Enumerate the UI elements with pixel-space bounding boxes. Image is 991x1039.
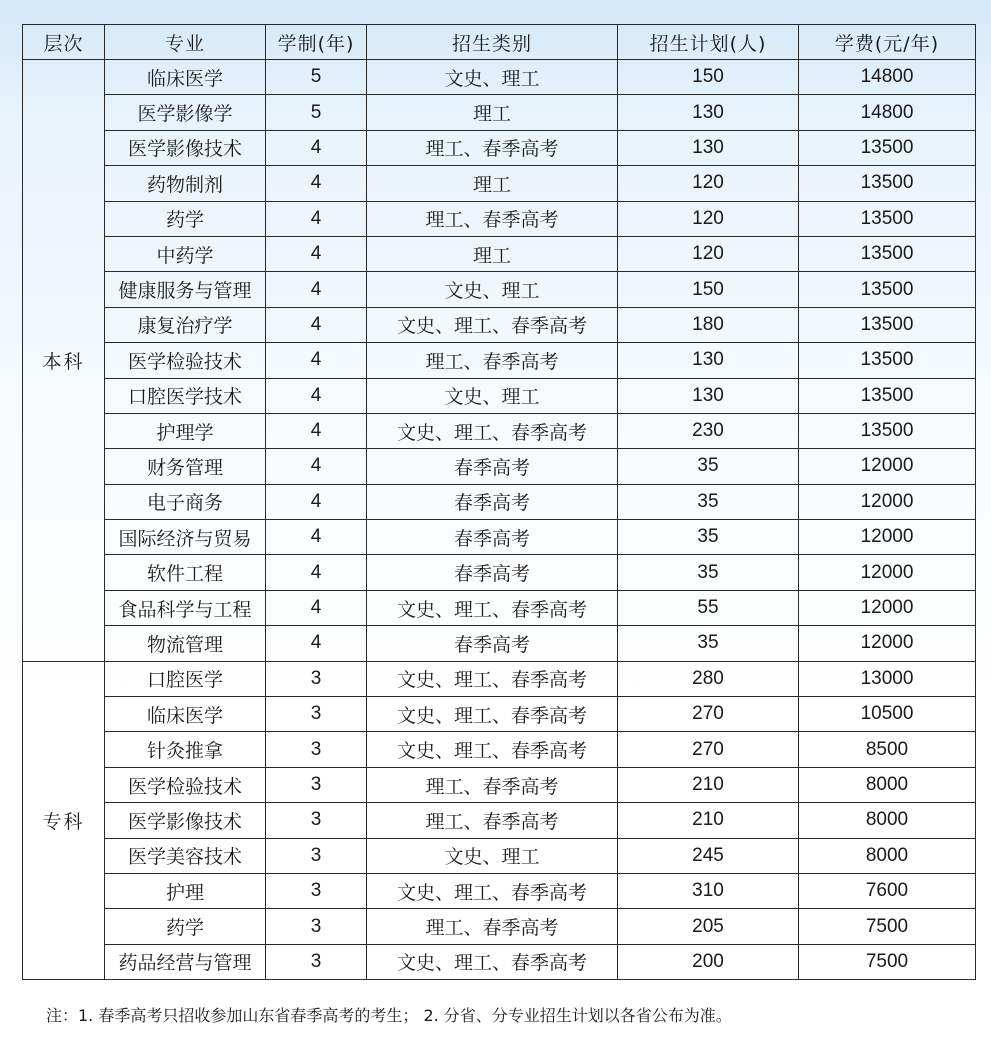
years-cell: 4 [266,555,367,590]
plan-cell: 55 [618,590,799,625]
fee-cell: 13500 [799,378,976,413]
years-cell: 3 [266,873,367,908]
table-header-row [23,25,976,60]
years-cell: 4 [266,449,367,484]
major-cell: 临床医学 [105,697,266,732]
table-row [23,803,976,838]
major-cell: 食品科学与工程 [105,590,266,625]
table-row [23,130,976,165]
enrollment-table-container [22,24,975,980]
fee-cell: 13500 [799,413,976,448]
years-cell: 3 [266,944,367,979]
years-cell: 3 [266,767,367,802]
table-row [23,555,976,590]
years-cell: 4 [266,272,367,307]
years-cell: 4 [266,378,367,413]
table-row [23,95,976,130]
table-row [23,413,976,448]
major-cell: 医学检验技术 [105,767,266,802]
major-cell: 康复治疗学 [105,307,266,342]
years-cell: 4 [266,626,367,661]
header-plan: 招生计划(人) [618,25,799,60]
years-cell: 3 [266,838,367,873]
plan-cell: 35 [618,626,799,661]
plan-cell: 130 [618,378,799,413]
years-cell: 4 [266,343,367,378]
category-cell: 春季高考 [367,626,618,661]
table-row [23,944,976,979]
years-cell: 4 [266,236,367,271]
table-body [23,60,976,980]
major-cell: 口腔医学 [105,661,266,696]
years-cell: 5 [266,60,367,95]
header-fee: 学费(元/年) [799,25,976,60]
plan-cell: 130 [618,343,799,378]
fee-cell: 8500 [799,732,976,767]
fee-cell: 13500 [799,130,976,165]
table-row [23,307,976,342]
category-cell: 理工、春季高考 [367,767,618,802]
plan-cell: 245 [618,838,799,873]
major-cell: 国际经济与贸易 [105,520,266,555]
plan-cell: 130 [618,95,799,130]
category-cell: 文史、理工、春季高考 [367,732,618,767]
level-cell: 本科 [23,60,105,662]
fee-cell: 7500 [799,909,976,944]
category-cell: 文史、理工 [367,60,618,95]
plan-cell: 35 [618,520,799,555]
category-cell: 理工 [367,95,618,130]
major-cell: 针灸推拿 [105,732,266,767]
category-cell: 理工 [367,236,618,271]
plan-cell: 35 [618,555,799,590]
fee-cell: 8000 [799,838,976,873]
category-cell: 文史、理工 [367,272,618,307]
plan-cell: 230 [618,413,799,448]
category-cell: 理工、春季高考 [367,130,618,165]
major-cell: 护理 [105,873,266,908]
category-cell: 文史、理工、春季高考 [367,590,618,625]
category-cell: 文史、理工、春季高考 [367,661,618,696]
header-years: 学制(年) [266,25,367,60]
years-cell: 4 [266,201,367,236]
major-cell: 口腔医学技术 [105,378,266,413]
years-cell: 4 [266,307,367,342]
years-cell: 3 [266,697,367,732]
table-row [23,661,976,696]
major-cell: 财务管理 [105,449,266,484]
years-cell: 3 [266,661,367,696]
category-cell: 文史、理工、春季高考 [367,307,618,342]
header-major: 专业 [105,25,266,60]
plan-cell: 200 [618,944,799,979]
table-row [23,236,976,271]
fee-cell: 13500 [799,236,976,271]
header-category: 招生类别 [367,25,618,60]
fee-cell: 12000 [799,449,976,484]
category-cell: 理工、春季高考 [367,201,618,236]
years-cell: 3 [266,909,367,944]
plan-cell: 270 [618,732,799,767]
plan-cell: 120 [618,236,799,271]
plan-cell: 205 [618,909,799,944]
header-level: 层次 [23,25,105,60]
fee-cell: 13500 [799,201,976,236]
table-row [23,732,976,767]
plan-cell: 270 [618,697,799,732]
category-cell: 文史、理工 [367,838,618,873]
category-cell: 理工、春季高考 [367,803,618,838]
years-cell: 4 [266,130,367,165]
plan-cell: 280 [618,661,799,696]
fee-cell: 12000 [799,484,976,519]
years-cell: 5 [266,95,367,130]
fee-cell: 8000 [799,767,976,802]
plan-cell: 120 [618,166,799,201]
level-cell: 专科 [23,661,105,980]
major-cell: 临床医学 [105,60,266,95]
major-cell: 医学检验技术 [105,343,266,378]
plan-cell: 120 [618,201,799,236]
table-row [23,838,976,873]
table-row [23,520,976,555]
fee-cell: 12000 [799,520,976,555]
fee-cell: 12000 [799,626,976,661]
category-cell: 文史、理工、春季高考 [367,944,618,979]
major-cell: 医学影像技术 [105,130,266,165]
major-cell: 护理学 [105,413,266,448]
table-row [23,343,976,378]
category-cell: 春季高考 [367,484,618,519]
plan-cell: 310 [618,873,799,908]
plan-cell: 130 [618,130,799,165]
fee-cell: 8000 [799,803,976,838]
category-cell: 春季高考 [367,520,618,555]
plan-cell: 210 [618,803,799,838]
fee-cell: 10500 [799,697,976,732]
major-cell: 软件工程 [105,555,266,590]
years-cell: 3 [266,732,367,767]
table-row [23,767,976,802]
table-row [23,484,976,519]
major-cell: 药学 [105,201,266,236]
plan-cell: 35 [618,449,799,484]
years-cell: 3 [266,803,367,838]
fee-cell: 13500 [799,343,976,378]
major-cell: 医学影像学 [105,95,266,130]
fee-cell: 12000 [799,555,976,590]
table-row [23,201,976,236]
category-cell: 文史、理工 [367,378,618,413]
table-row [23,272,976,307]
category-cell: 理工、春季高考 [367,343,618,378]
table-row [23,626,976,661]
table-row [23,697,976,732]
fee-cell: 7500 [799,944,976,979]
years-cell: 4 [266,590,367,625]
category-cell: 文史、理工、春季高考 [367,413,618,448]
major-cell: 药物制剂 [105,166,266,201]
years-cell: 4 [266,166,367,201]
category-cell: 理工 [367,166,618,201]
fee-cell: 14800 [799,95,976,130]
major-cell: 医学美容技术 [105,838,266,873]
major-cell: 电子商务 [105,484,266,519]
plan-cell: 180 [618,307,799,342]
category-cell: 春季高考 [367,555,618,590]
plan-cell: 150 [618,272,799,307]
plan-cell: 210 [618,767,799,802]
years-cell: 4 [266,520,367,555]
category-cell: 理工、春季高考 [367,909,618,944]
years-cell: 4 [266,413,367,448]
table-row [23,590,976,625]
table-row [23,873,976,908]
fee-cell: 7600 [799,873,976,908]
plan-cell: 150 [618,60,799,95]
fee-cell: 12000 [799,590,976,625]
fee-cell: 13500 [799,307,976,342]
major-cell: 物流管理 [105,626,266,661]
major-cell: 中药学 [105,236,266,271]
fee-cell: 13500 [799,166,976,201]
category-cell: 文史、理工、春季高考 [367,873,618,908]
major-cell: 医学影像技术 [105,803,266,838]
table-row [23,378,976,413]
years-cell: 4 [266,484,367,519]
table-row [23,909,976,944]
footnote: 注：1. 春季高考只招收参加山东省春季高考的考生； 2. 分省、分专业招生计划以各省公布为准。 [46,1006,732,1025]
fee-cell: 13000 [799,661,976,696]
table-row [23,449,976,484]
enrollment-table [22,24,976,980]
major-cell: 药品经营与管理 [105,944,266,979]
table-row [23,60,976,95]
fee-cell: 13500 [799,272,976,307]
major-cell: 健康服务与管理 [105,272,266,307]
category-cell: 文史、理工、春季高考 [367,697,618,732]
category-cell: 春季高考 [367,449,618,484]
plan-cell: 35 [618,484,799,519]
table-row [23,166,976,201]
fee-cell: 14800 [799,60,976,95]
major-cell: 药学 [105,909,266,944]
